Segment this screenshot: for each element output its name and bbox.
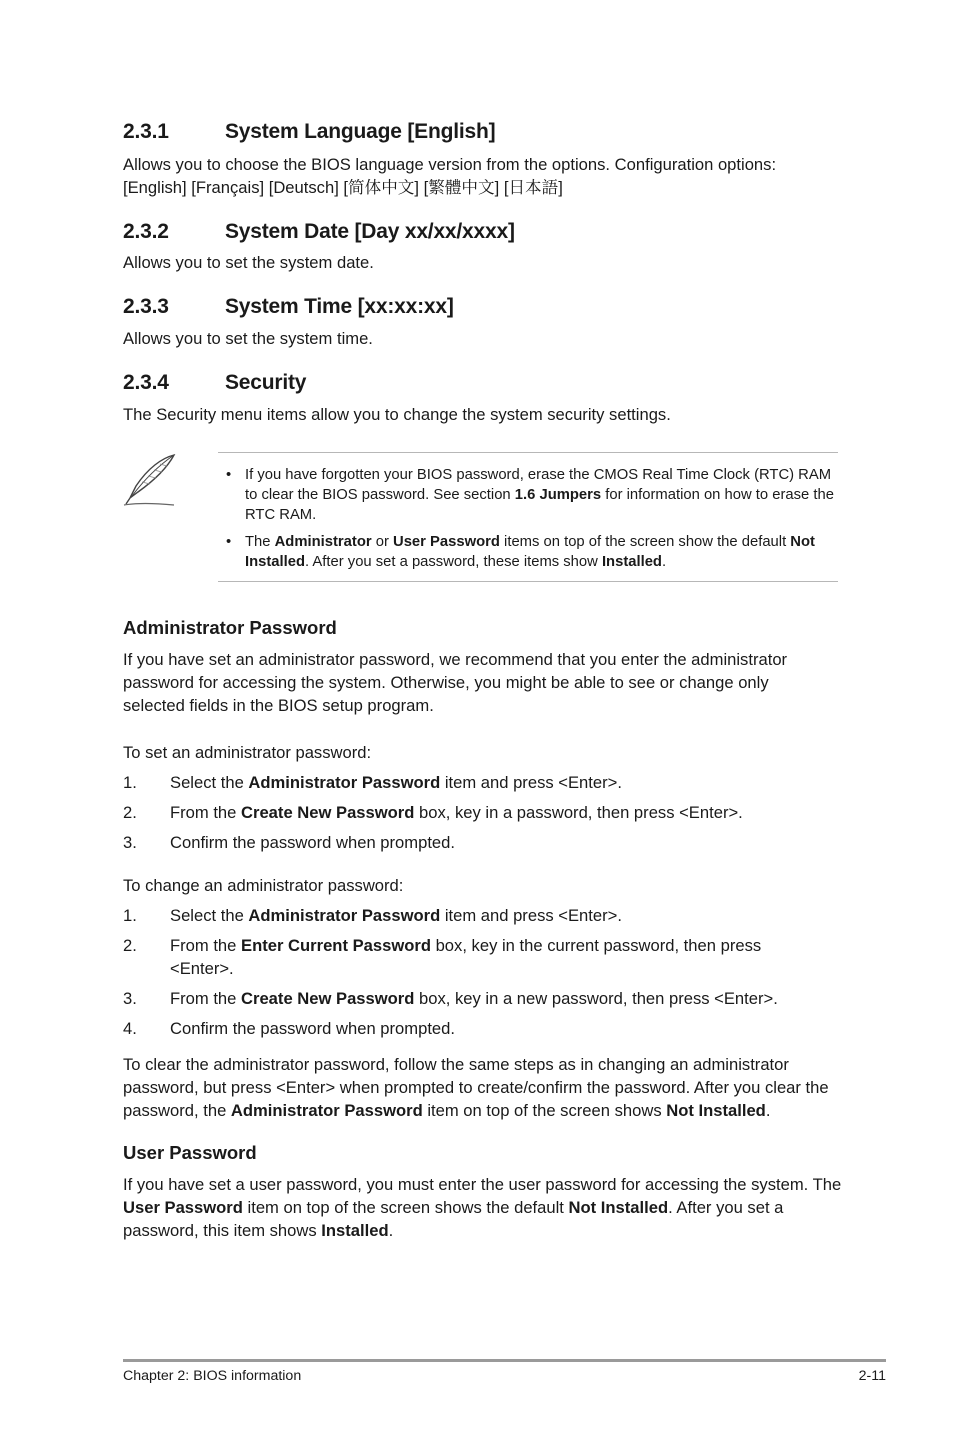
text: item on top of the screen shows [422, 1101, 667, 1120]
text: Select the [170, 773, 249, 792]
text: To clear the administrator password, follow the same steps as in changing an administrator password, but press <Enter> when prompted to create/confirm the password. After you clear the password, the [123, 1055, 829, 1120]
subheading-administrator-password: Administrator Password [123, 617, 337, 638]
section-number: 2.3.1 [123, 120, 169, 143]
bold-text: Not Installed [245, 534, 815, 570]
section-title: System Language [English] [225, 120, 496, 143]
text: for information on how to erase the RTC RAM. [245, 487, 834, 523]
section-heading-system-date [123, 220, 515, 244]
step-number: 4. [123, 1019, 137, 1038]
step-number: 2. [123, 936, 137, 955]
text: . [661, 554, 667, 570]
list-item [123, 934, 803, 980]
set-password-steps [123, 771, 823, 861]
paragraph: To set an administrator password: [123, 743, 372, 762]
section-title: System Date [Day xx/xx/xxxx] [225, 220, 515, 243]
bold-text: 1.6 Jumpers [514, 487, 602, 503]
section-heading-system-time [123, 295, 454, 319]
paragraph [123, 1053, 838, 1122]
bold-text: Create New Password [241, 989, 415, 1008]
text: Confirm the password when prompted. [170, 1019, 455, 1038]
text: The [245, 534, 275, 550]
list-item [123, 904, 803, 927]
text: . After you set a password, these items show [305, 554, 602, 570]
bold-text: Not Installed [666, 1101, 766, 1120]
bold-text: Administrator [274, 534, 372, 550]
step-number: 2. [123, 803, 137, 822]
bold-text: Installed [601, 554, 662, 570]
text: or [371, 534, 394, 550]
paragraph: The Security menu items allow you to change the system security settings. [123, 405, 671, 424]
step-number: 3. [123, 833, 137, 852]
text: If you have forgotten your BIOS password, erase the CMOS Real Time Clock (RTC) RAM to clear the BIOS password. See section [245, 467, 832, 503]
text: box, key in a password, then press <Enter>. [414, 803, 743, 822]
change-password-steps [123, 904, 803, 1047]
list-item [123, 831, 823, 854]
text: Allows you to choose the BIOS language version from the options. Configuration options: [123, 155, 777, 174]
paragraph [123, 1173, 848, 1242]
section-title: Security [225, 371, 307, 394]
text: From the [170, 936, 242, 955]
text: Select the [170, 906, 249, 925]
paragraph: To change an administrator password: [123, 876, 404, 895]
step-number: 1. [123, 773, 137, 792]
paragraph [123, 153, 843, 199]
text: . [765, 1101, 771, 1120]
list-item [123, 1017, 803, 1040]
text: items on top of the screen show the default [499, 534, 791, 550]
text: Confirm the password when prompted. [170, 833, 455, 852]
bold-text: Installed [321, 1221, 389, 1240]
bold-text: Administrator Password [230, 1101, 423, 1120]
bold-text: Administrator Password [248, 906, 441, 925]
bold-text: User Password [393, 534, 500, 550]
subheading-user-password: User Password [123, 1142, 257, 1163]
bold-text: Administrator Password [248, 773, 441, 792]
footer-page-number: 2-11 [858, 1368, 886, 1384]
paragraph: Allows you to set the system date. [123, 253, 374, 272]
section-title: System Time [xx:xx:xx] [225, 295, 454, 318]
text: box, key in the current password, then press <Enter>. [170, 936, 762, 978]
note-list [226, 465, 836, 579]
section-number: 2.3.3 [123, 295, 169, 318]
section-heading-security [123, 371, 306, 395]
text: box, key in a new password, then press <Enter>. [414, 989, 778, 1008]
step-number: 3. [123, 989, 137, 1008]
list-item [123, 771, 823, 794]
list-item [226, 532, 836, 572]
text: [English] [Français] [Deutsch] [简体中文] [繁體中文] [日本語] [123, 178, 563, 197]
bold-text: User Password [123, 1198, 243, 1217]
bullet: • [226, 534, 232, 550]
bold-text: Not Installed [568, 1198, 669, 1217]
footer-divider [123, 1359, 886, 1362]
list-item [226, 465, 836, 525]
section-number: 2.3.4 [123, 371, 169, 394]
paragraph: Allows you to set the system time. [123, 329, 373, 348]
list-item [123, 801, 823, 824]
bold-text: Enter Current Password [241, 936, 431, 955]
pen-icon [122, 452, 180, 508]
text: If you have set a user password, you must enter the user password for accessing the system. The [123, 1175, 842, 1194]
list-item [123, 987, 803, 1010]
section-heading-system-language [123, 120, 495, 144]
text: . After you set a password, this item shows [123, 1198, 784, 1240]
footer-chapter-title: Chapter 2: BIOS information [123, 1368, 302, 1384]
text: item and press <Enter>. [440, 773, 622, 792]
text: From the [170, 989, 242, 1008]
text: item on top of the screen shows the default [242, 1198, 569, 1217]
section-number: 2.3.2 [123, 220, 169, 243]
paragraph: If you have set an administrator password, we recommend that you enter the administrator password for accessing the system. Otherwise, you might be able to see or change only selected fields in the BIOS setup program. [123, 650, 788, 715]
text: . [388, 1221, 394, 1240]
bullet: • [226, 467, 232, 483]
bold-text: Create New Password [241, 803, 415, 822]
text: item and press <Enter>. [440, 906, 622, 925]
step-number: 1. [123, 906, 137, 925]
text: From the [170, 803, 242, 822]
